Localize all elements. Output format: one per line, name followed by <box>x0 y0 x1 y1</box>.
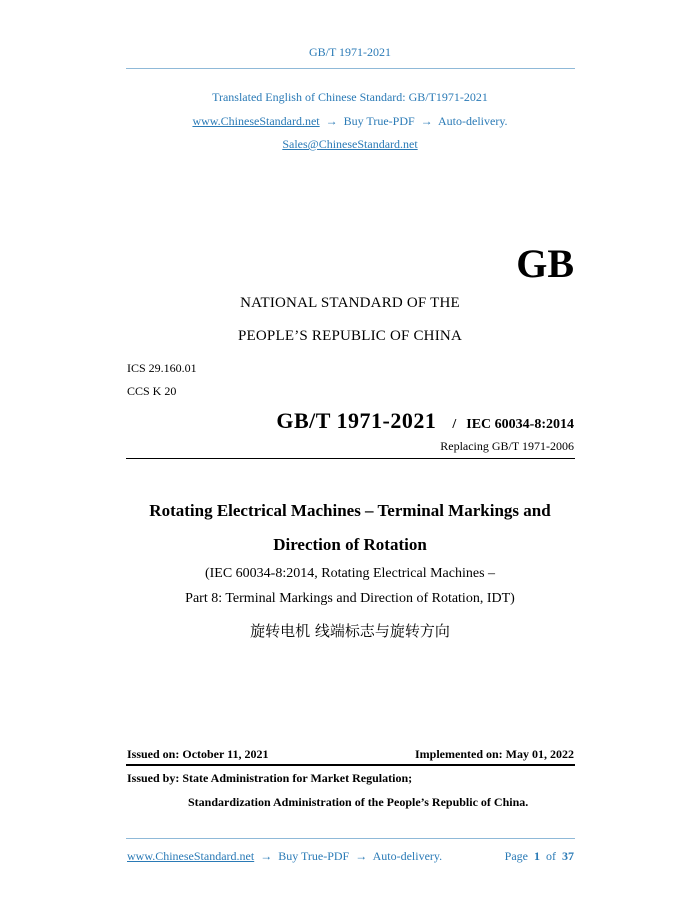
email-line <box>0 137 700 152</box>
ics-code: ICS 29.160.01 <box>127 361 197 375</box>
iec-reference: IEC 60034-8:2014 <box>466 417 574 432</box>
auto-delivery-text: Auto-delivery. <box>438 114 508 128</box>
arrow-right-icon: → <box>355 849 368 863</box>
gb-mark: GB <box>516 241 574 286</box>
national-standard-line2: PEOPLE’S REPUBLIC OF CHINA <box>238 328 462 344</box>
page-of-label: of <box>546 849 556 863</box>
document-title-line1: Rotating Electrical Machines – Terminal Markings and <box>149 501 551 520</box>
sales-email-link[interactable]: Sales@ChineseStandard.net <box>282 137 418 151</box>
footer-divider <box>126 838 575 839</box>
arrow-right-icon: → <box>260 849 273 863</box>
implemented-on: Implemented on: May 01, 2022 <box>415 747 574 761</box>
footer-site-link[interactable]: www.ChineseStandard.net <box>127 849 255 863</box>
footer-auto-delivery: Auto-delivery. <box>372 849 443 863</box>
translation-notice: Translated English of Chinese Standard: GB/T1971-2021 <box>212 90 488 104</box>
footer-buy-true-pdf: Buy True-PDF <box>278 849 350 863</box>
translation-links-line <box>0 114 700 129</box>
national-standard-line1: NATIONAL STANDARD OF THE <box>240 295 460 311</box>
arrow-right-icon: → <box>325 114 338 128</box>
header-divider <box>126 68 575 69</box>
page-number <box>505 849 574 864</box>
ccs-code: CCS K 20 <box>127 384 177 398</box>
arrow-right-icon: → <box>420 114 433 128</box>
replacing-note: Replacing GB/T 1971-2006 <box>440 439 574 453</box>
page-current: 1 <box>534 849 540 863</box>
document-title-line2: Direction of Rotation <box>273 535 427 554</box>
site-link[interactable]: www.ChineseStandard.net <box>192 114 320 128</box>
chinese-title: 旋转电机 线端标志与旋转方向 <box>250 622 450 640</box>
title-divider <box>126 458 575 459</box>
iec-equivalence-line1: (IEC 60034-8:2014, Rotating Electrical Machines – <box>204 566 496 581</box>
page-label: Page <box>504 849 528 863</box>
standard-number-line <box>276 408 574 434</box>
standard-number: GB/T 1971-2021 <box>276 408 437 433</box>
issue-divider <box>126 764 575 766</box>
footer-links <box>127 849 442 864</box>
page-total: 37 <box>562 849 574 863</box>
iec-equivalence-line2: Part 8: Terminal Markings and Direction of Rotation, IDT) <box>185 591 515 606</box>
issued-on: Issued on: October 11, 2021 <box>127 747 269 761</box>
header-doc-code: GB/T 1971-2021 <box>308 45 392 59</box>
buy-true-pdf-text: Buy True-PDF <box>343 114 415 128</box>
issued-by-line1: Issued by: State Administration for Market Regulation; <box>127 771 413 785</box>
standard-separator: / <box>452 417 457 432</box>
issued-by-line2: Standardization Administration of the People’s Republic of China. <box>188 795 529 809</box>
